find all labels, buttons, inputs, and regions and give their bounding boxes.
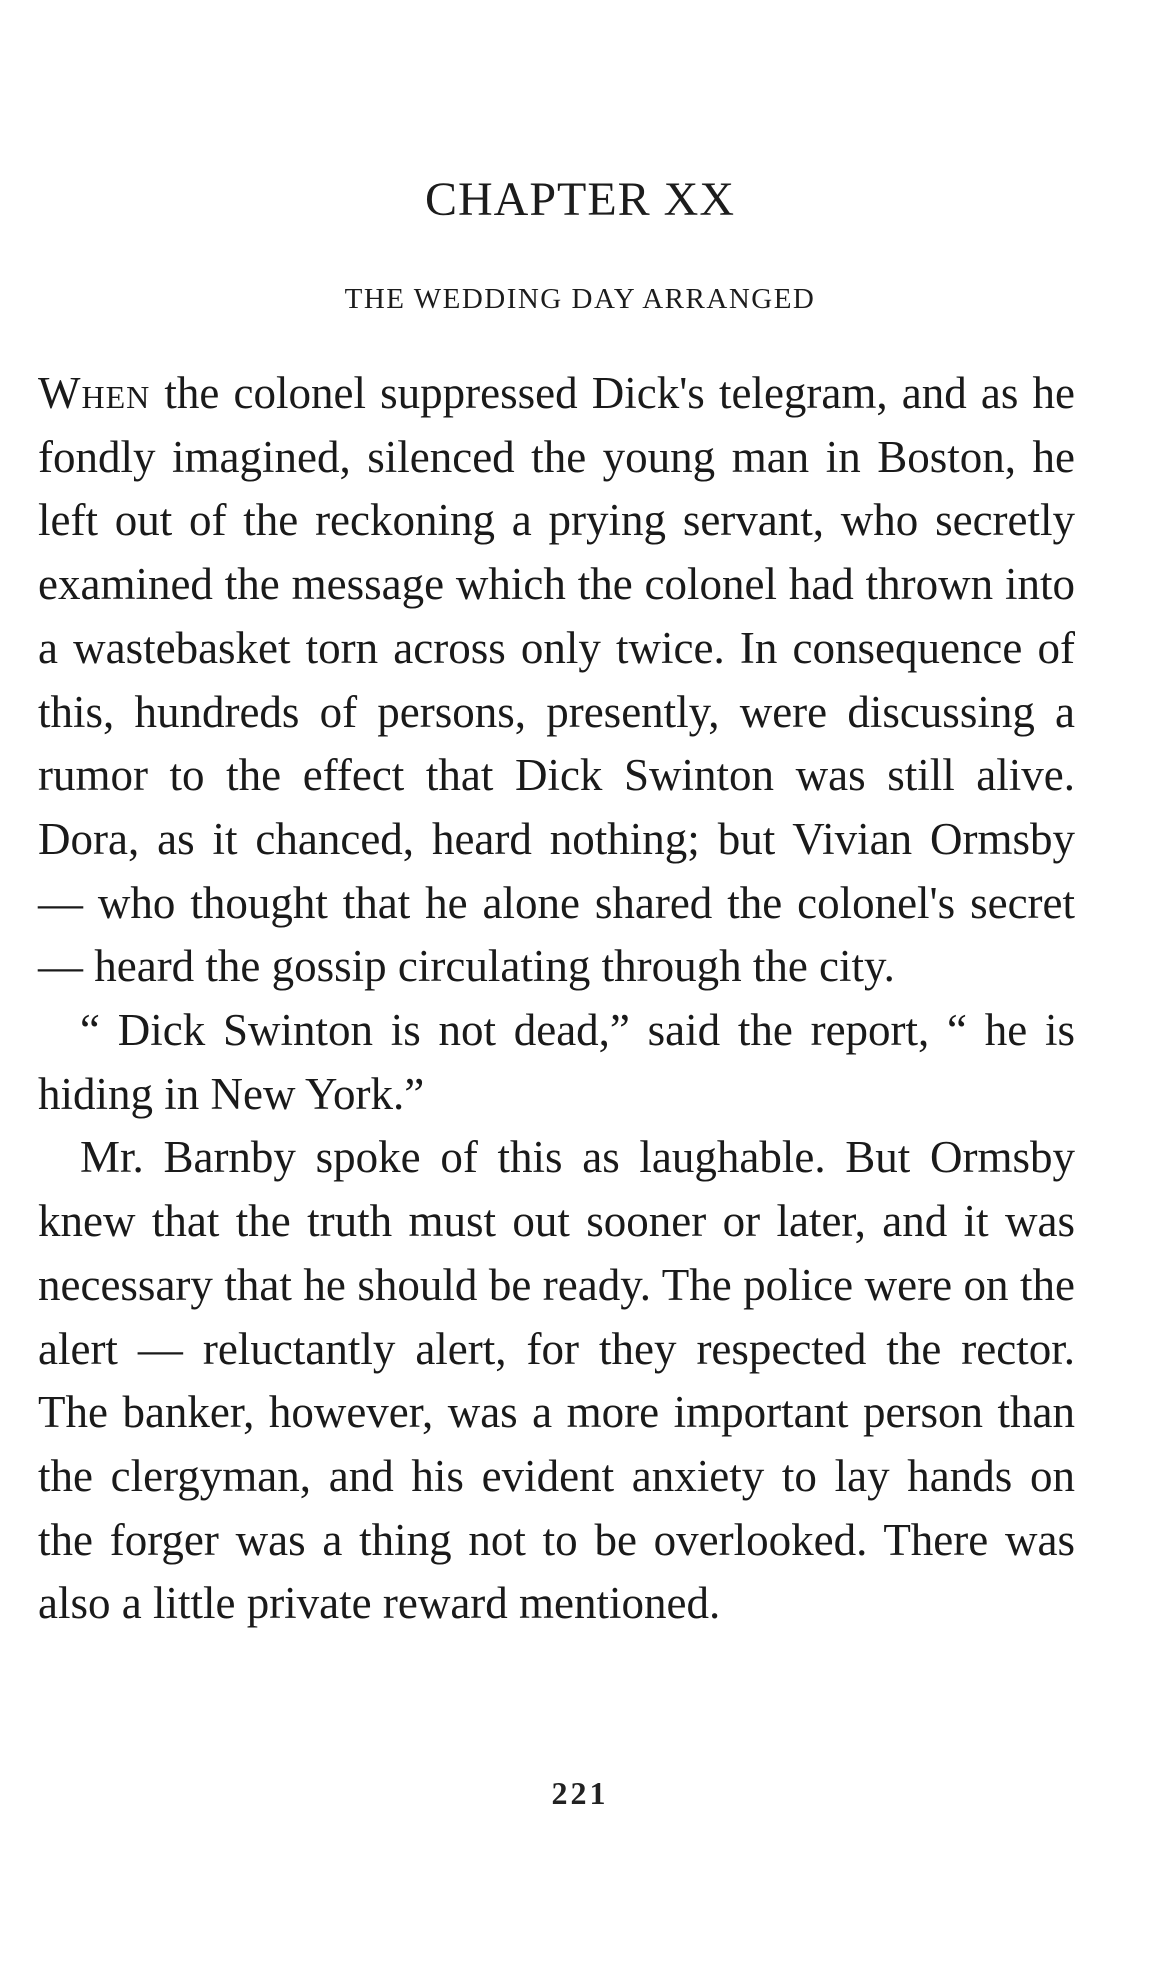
paragraph-lead-word: When <box>38 368 151 418</box>
page-number: 221 <box>551 1775 609 1811</box>
body-text <box>38 362 1075 1636</box>
paragraph-3 <box>38 1126 1075 1636</box>
chapter-number: CHAPTER XX <box>424 173 736 226</box>
paragraph-text: Mr. Barnby spoke of this as laughable. But Ormsby knew that the truth must out sooner or later, and it was necessary that he should be ready. The police were on the alert — reluctantly alert, for they respected the rector. The banker, however, was a more important person than the clergyman, and his evident anxiety to lay hands on the forger was a thing not to be overlooked. There was also a little private reward mentioned. <box>38 1132 1075 1629</box>
paragraph-2 <box>38 999 1075 1126</box>
paragraph-text: “ Dick Swinton is not dead,” said the report, “ he is hiding in New York.” <box>38 1005 1075 1119</box>
paragraph-1 <box>38 362 1075 999</box>
chapter-title: THE WEDDING DAY ARRANGED <box>344 283 816 315</box>
paragraph-text: the colonel suppressed Dick's telegram, and as he fondly imagined, silenced the young man in Boston, he left out of the reckoning a prying servant, who secretly examined the message which the colonel had thrown into a wastebasket torn across only twice. In consequence of this, hundreds of persons, presently, were discussing a rumor to the effect that Dick Swinton was still alive. Dora, as it chanced, heard nothing; but Vivian Ormsby — who thought that he alone shared the colonel's secret — heard the gossip circulating through the city. <box>38 368 1075 992</box>
